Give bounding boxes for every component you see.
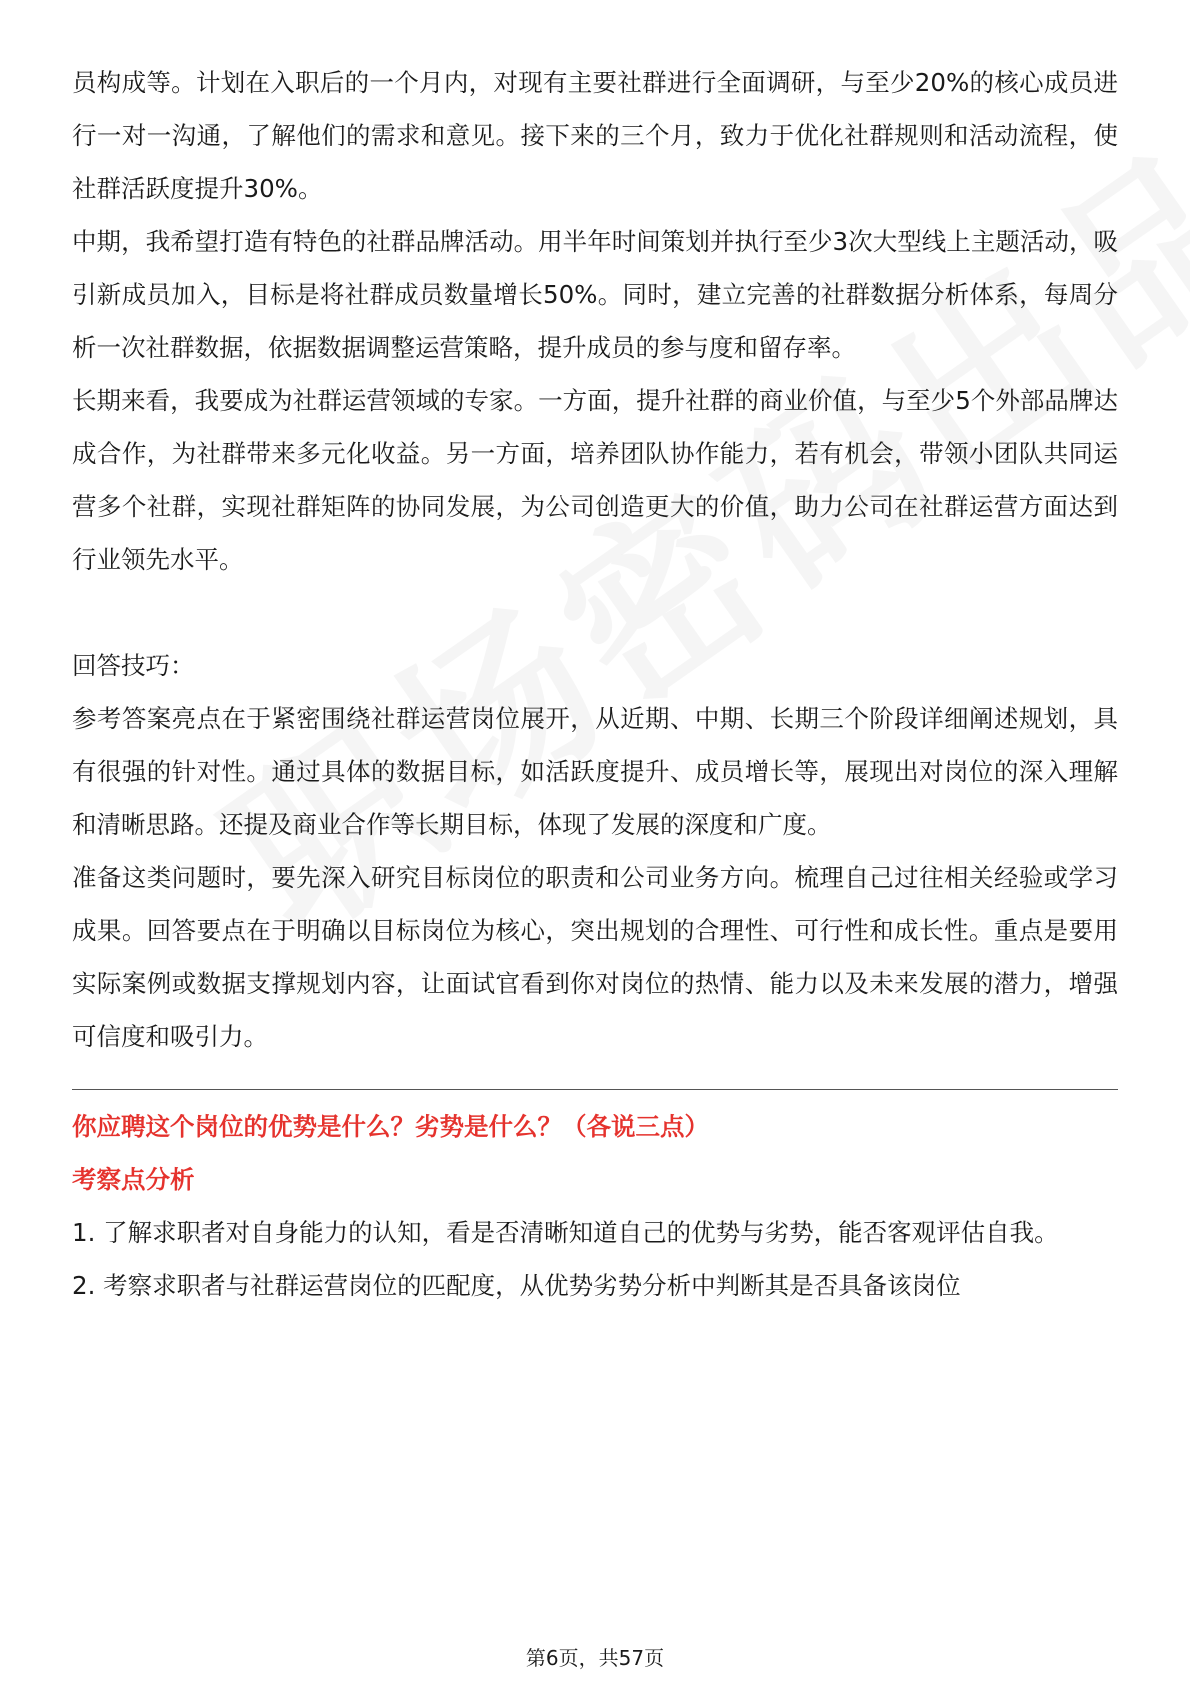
- analysis-heading: 考察点分析: [72, 1165, 195, 1194]
- analysis-point-1: 1. 了解求职者对自身能力的认知，看是否清晰知道自己的优势与劣势，能否客观评估自我。: [72, 1218, 1059, 1247]
- paragraph-near-term: 员构成等。计划在入职后的一个月内，对现有主要社群进行全面调研，与至少20%的核心成员进行一对一沟通，了解他们的需求和意见。接下来的三个月，致力于优化社群规则和活动流程，使社群活跃度提升30%。: [72, 68, 1118, 203]
- paragraph-long-term: 长期来看，我要成为社群运营领域的专家。一方面，提升社群的商业价值，与至少5个外部品牌达成合作，为社群带来多元化收益。另一方面，培养团队协作能力，若有机会，带领小团队共同运营多个社群，实现社群矩阵的协同发展，为公司创造更大的价值，助力公司在社群运营方面达到行业领先水平。: [72, 386, 1118, 574]
- spacer: [72, 586, 1118, 639]
- tips-paragraph-1: 参考答案亮点在于紧密围绕社群运营岗位展开，从近期、中期、长期三个阶段详细阐述规划，具有很强的针对性。通过具体的数据目标，如活跃度提升、成员增长等，展现出对岗位的深入理解和清晰思路。还提及商业合作等长期目标，体现了发展的深度和广度。: [72, 704, 1118, 839]
- document-body: [72, 56, 1118, 1312]
- tips-paragraph-2: 准备这类问题时，要先深入研究目标岗位的职责和公司业务方向。梳理自己过往相关经验或学习成果。回答要点在于明确以目标岗位为核心，突出规划的合理性、可行性和成长性。重点是要用实际案例或数据支撑规划内容，让面试官看到你对岗位的热情、能力以及未来发展的潜力，增强可信度和吸引力。: [72, 863, 1118, 1051]
- analysis-point-2: 2. 考察求职者与社群运营岗位的匹配度，从优势劣势分析中判断其是否具备该岗位: [72, 1271, 961, 1300]
- tips-label: 回答技巧：: [72, 651, 195, 680]
- section-divider: [72, 1089, 1118, 1090]
- question-title: 你应聘这个岗位的优势是什么？劣势是什么？（各说三点）: [72, 1112, 709, 1141]
- paragraph-mid-term: 中期，我希望打造有特色的社群品牌活动。用半年时间策划并执行至少3次大型线上主题活动，吸引新成员加入，目标是将社群成员数量增长50%。同时，建立完善的社群数据分析体系，每周分析一次社群数据，依据数据调整运营策略，提升成员的参与度和留存率。: [72, 227, 1118, 362]
- page-footer: 第6页，共57页: [525, 1646, 665, 1670]
